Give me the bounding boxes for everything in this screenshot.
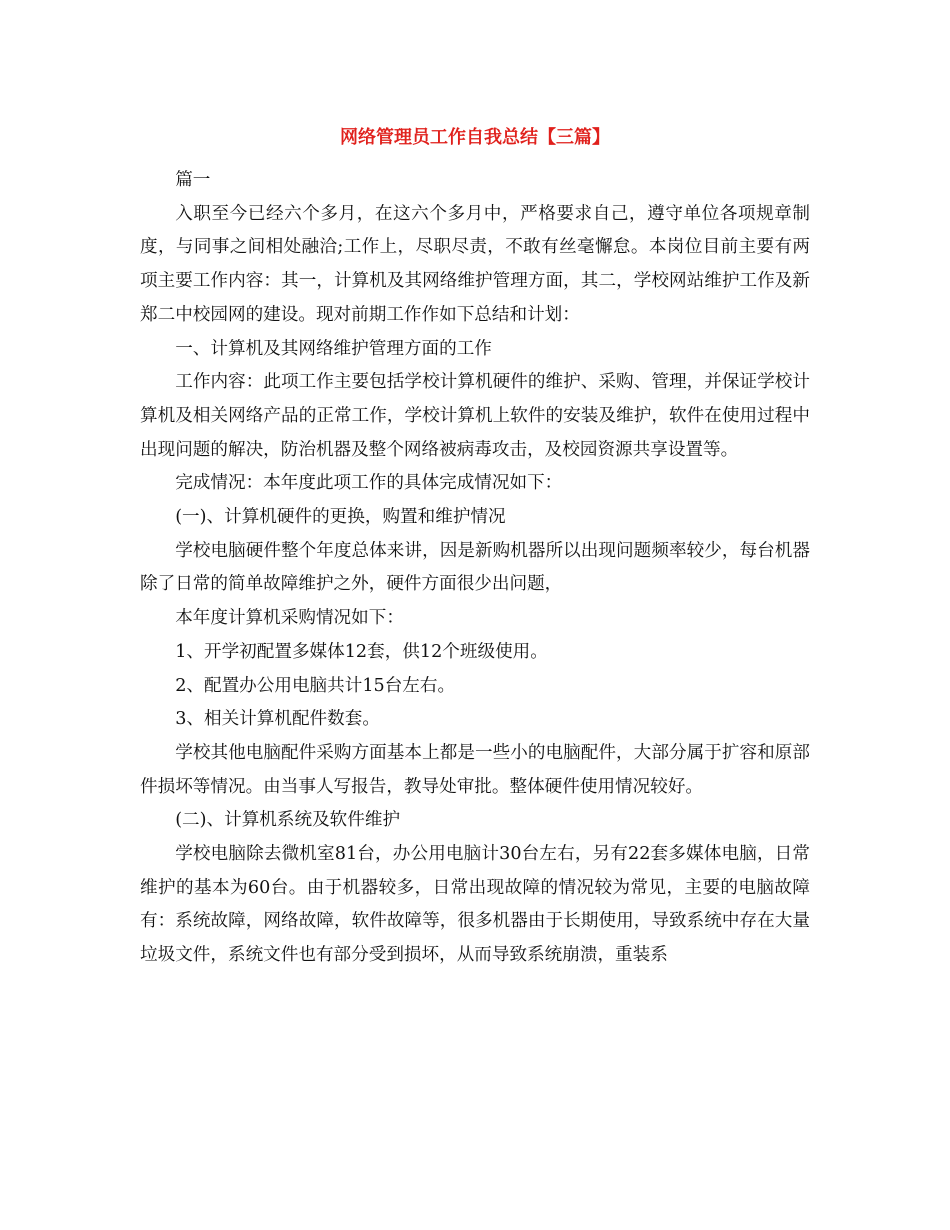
paragraph: (一)、计算机硬件的更换，购置和维护情况 — [175, 507, 506, 528]
document-body — [140, 164, 810, 973]
document-title: 网络管理员工作自我总结【三篇】 — [340, 127, 610, 148]
paragraph: 入职至今已经六个多月，在这六个多月中，严格要求自己，遵守单位各项规章制度，与同事之间相处融洽;工作上，尽职尽责，不敢有丝毫懈怠。本岗位目前主要有两项主要工作内容：其一，计算机及其网络维护管理方面，其二，学校网站维护工作及新郑二中校园网的建设。现对前期工作作如下总结和计划： — [140, 203, 810, 325]
paragraph: 学校其他电脑配件采购方面基本上都是一些小的电脑配件，大部分属于扩容和原部件损坏等情况。由当事人写报告，教导处审批。整体硬件使用情况较好。 — [140, 742, 810, 797]
paragraph: 2、配置办公用电脑共计15台左右。 — [175, 675, 456, 696]
paragraph: 工作内容：此项工作主要包括学校计算机硬件的维护、采购、管理，并保证学校计算机及相关网络产品的正常工作，学校计算机上软件的安装及维护，软件在使用过程中出现问题的解决，防治机器及整个网络被病毒攻击，及校园资源共享设置等。 — [140, 372, 810, 460]
paragraph: 篇一 — [175, 170, 211, 190]
paragraph: 学校电脑除去微机室81台，办公用电脑计30台左右，另有22套多媒体电脑，日常维护的基本为60台。由于机器较多，日常出现故障的情况较为常见，主要的电脑故障有：系统故障，网络故障，软件故障等，很多机器由于长期使用，导致系统中存在大量垃圾文件，系统文件也有部分受到损坏，从而导致系统崩溃，重装系 — [140, 844, 810, 966]
paragraph: 学校电脑硬件整个年度总体来讲，因是新购机器所以出现问题频率较少，每台机器除了日常的简单故障维护之外，硬件方面很少出问题， — [140, 540, 810, 595]
paragraph: 完成情况：本年度此项工作的具体完成情况如下： — [175, 473, 563, 494]
paragraph: (二)、计算机系统及软件维护 — [175, 810, 401, 831]
paragraph: 3、相关计算机配件数套。 — [175, 709, 380, 730]
paragraph: 1、开学初配置多媒体12套，供12个班级使用。 — [175, 641, 548, 662]
paragraph: 本年度计算机采购情况如下： — [175, 608, 404, 629]
paragraph: 一、计算机及其网络维护管理方面的工作 — [175, 338, 492, 359]
